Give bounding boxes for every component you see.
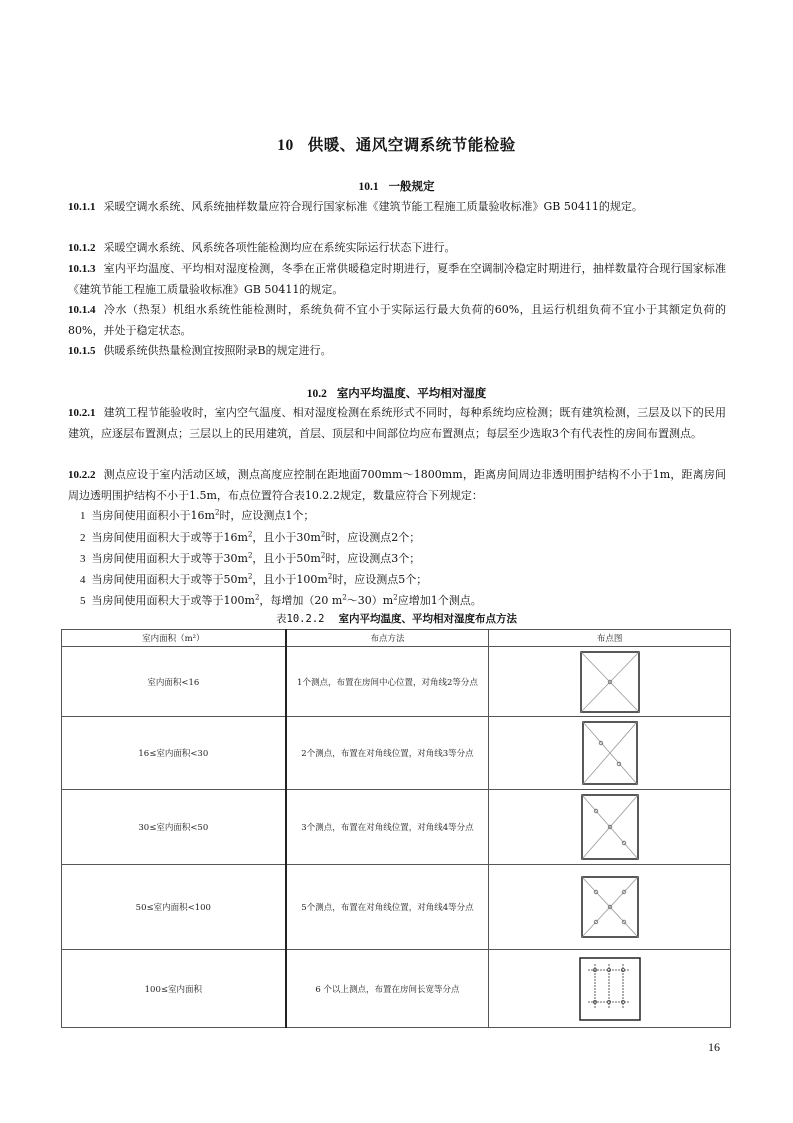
clause-text: 采暖空调水系统、风系统抽样数量应符合现行国家标准《建筑节能工程施工质量验收标准》GB 50411的规定。 [103,200,643,213]
section-title-text: 室内平均温度、平均相对湿度 [336,386,487,400]
cell-area: 100≤室内面积 [62,950,286,1028]
table-row [62,865,731,950]
cell-diagram [489,790,731,865]
list-text: ，且小于100m [252,573,328,586]
header-area: 室内面积（m²） [62,630,286,647]
superscript: 2 [247,530,253,539]
list-text: ，每增加（20 m [259,594,343,607]
list-text: ～30）m [346,594,394,607]
list-item-5 [80,591,720,611]
superscript: 2 [247,551,253,560]
list-text: 时，应设测点1个； [219,509,315,522]
cell-area: 16≤室内面积<30 [62,717,286,790]
clause-id: 10.1.4 [68,304,96,316]
clause-10-2-2 [68,465,726,506]
list-text: ，且小于30m [252,531,321,544]
clause-text: 冷水（热泵）机组水系统性能检测时，系统负荷不宜小于实际运行最大负荷的60%，且运行机组负荷不宜小于其额定负荷的80%，并处于稳定状态。 [68,303,726,337]
list-item-2 [80,528,720,548]
cell-method: 6 个以上测点，布置在房间长宽等分点 [286,950,489,1028]
diagonal-3-points-diagram-icon [581,794,639,860]
grid-6-points-diagram-icon [579,957,641,1021]
section-title-10-2 [0,385,793,401]
list-index: 1 [80,510,86,522]
list-text: 时，应设测点2个； [325,531,421,544]
header-method: 布点方法 [286,630,489,647]
page-number: 16 [708,1040,720,1054]
cell-method: 2个测点，布置在对角线位置，对角线3等分点 [286,717,489,790]
list-index: 2 [80,532,86,544]
section-number: 10.1 [358,181,379,193]
list-item-4 [80,570,720,590]
table-row [62,717,731,790]
cell-method: 5个测点，布置在对角线位置，对角线4等分点 [286,865,489,950]
clause-text: 供暖系统供热量检测宜按照附录B的规定进行。 [103,344,332,357]
clause-10-2-1 [68,403,726,444]
section-title-text: 一般规定 [388,179,435,193]
superscript: 2 [342,593,347,602]
list-text: 时，应设测点3个； [325,552,421,565]
clause-text: 室内平均温度、平均相对湿度检测，冬季在正常供暖稳定时期进行，夏季在空调制冷稳定时期进行，抽样数量符合现行国家标准《建筑节能工程施工质量验收标准》GB 50411的规定。 [68,262,726,296]
list-text: 当房间使用面积大于或等于30m [91,552,248,565]
cell-area: 室内面积<16 [62,647,286,717]
layout-method-table [61,629,731,1028]
superscript: 2 [247,572,253,581]
superscript: 2 [320,530,326,539]
cell-method: 3个测点，布置在对角线位置，对角线4等分点 [286,790,489,865]
list-item-1 [80,506,720,526]
clause-10-1-1 [68,197,726,218]
clause-id: 10.2.1 [68,407,96,419]
superscript: 2 [254,593,260,602]
cell-method: 1个测点，布置在房间中心位置，对角线2等分点 [286,647,489,717]
table-number: 表10.2.2 [276,613,325,625]
clause-10-1-5 [68,341,726,362]
table-row [62,647,731,717]
section-title-10-1 [0,178,793,194]
list-text: ，且小于50m [252,552,321,565]
list-index: 3 [80,553,86,565]
cell-diagram [489,717,731,790]
list-text: 当房间使用面积大于或等于100m [91,594,255,607]
table-row [62,790,731,865]
list-text: 当房间使用面积大于或等于50m [91,573,248,586]
clause-id: 10.1.1 [68,201,96,213]
table-row [62,950,731,1028]
cell-diagram [489,950,731,1028]
list-text: 应增加1个测点。 [397,594,482,607]
cell-area: 30≤室内面积<50 [62,790,286,865]
diagonal-5-points-diagram-icon [581,876,639,938]
clause-id: 10.2.2 [68,469,96,481]
clause-id: 10.1.5 [68,345,96,357]
clause-id: 10.1.2 [68,242,96,254]
list-index: 5 [80,595,86,607]
superscript: 2 [320,551,326,560]
chapter-title [0,133,793,155]
clause-text: 采暖空调水系统、风系统各项性能检测均应在系统实际运行状态下进行。 [103,241,456,254]
diagonal-2-points-diagram-icon [582,721,638,785]
cell-diagram [489,865,731,950]
header-diagram: 布点图 [489,630,731,647]
chapter-title-text: 供暖、通风空调系统节能检验 [307,136,516,154]
table-title: 室内平均温度、平均相对湿度布点方法 [338,613,517,625]
cell-area: 50≤室内面积<100 [62,865,286,950]
diagonal-1-point-diagram-icon [580,651,640,713]
list-text: 当房间使用面积大于或等于16m [91,531,248,544]
clause-10-1-4 [68,300,726,341]
chapter-number: 10 [277,137,294,154]
list-index: 4 [80,574,86,586]
clause-text: 测点应设于室内活动区域，测点高度应控制在距地面700mm～1800mm，距离房间周边非透明围护结构不小于1m，距离房间周边透明围护结构不小于1.5m，布点位置符合表10.2.2规定，数量应符合下列规定： [68,468,726,502]
section-number: 10.2 [306,388,327,400]
clause-id: 10.1.3 [68,263,96,275]
superscript: 2 [214,508,220,517]
clause-10-1-2 [68,238,726,259]
superscript: 2 [393,593,398,602]
clause-10-1-3 [68,259,726,300]
table-caption [0,611,793,626]
cell-diagram [489,647,731,717]
list-item-3 [80,549,720,569]
superscript: 2 [327,572,333,581]
list-text: 当房间使用面积小于16m [91,509,215,522]
clause-text: 建筑工程节能验收时，室内空气温度、相对湿度检测在系统形式不同时，每种系统均应检测；既有建筑检测，三层及以下的民用建筑，应逐层布置测点；三层以上的民用建筑，首层、顶层和中间部位均应布置测点；每层至少选取3个有代表性的房间布置测点。 [68,406,726,440]
list-text: 时，应设测点5个； [332,573,428,586]
table-header-row [62,630,731,647]
